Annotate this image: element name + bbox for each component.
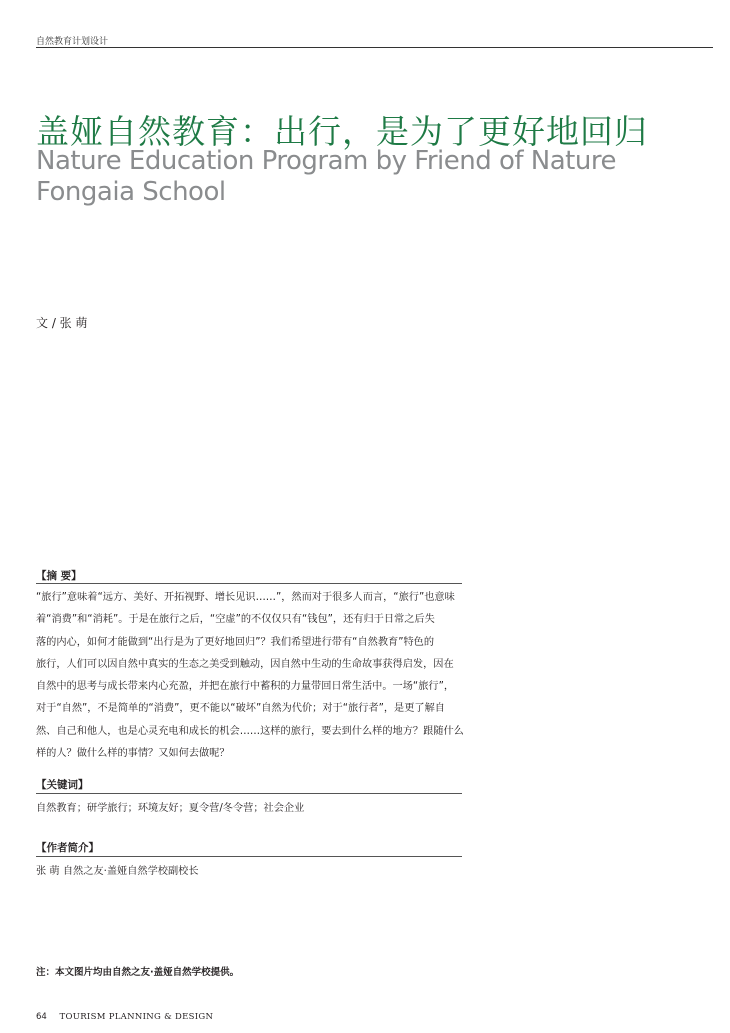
- abstract-line: 样的人？做什么样的事情？又如何去做呢？: [36, 748, 230, 760]
- author-byline: 文 / 张 萌: [36, 316, 88, 330]
- article-title-english: Nature Education Program by Friend of Nature Fongaia School: [36, 146, 616, 207]
- author-bio-rule: [36, 856, 462, 857]
- page-footer: [36, 1012, 213, 1022]
- header-rule: [36, 47, 713, 48]
- abstract-line: 落的内心，如何才能做到“出行是为了更好地回归”？我们希望进行带有“自然教育”特色的: [36, 636, 435, 648]
- photo-credit-note: 注：本文图片均由自然之友·盖娅自然学校提供。: [36, 967, 240, 978]
- abstract-line: 对于“自然”，不是简单的“消费”，更不能以“破坏”自然为代价；对于“旅行者”，是更了解自: [36, 703, 445, 715]
- author-bio-heading: 【作者简介】: [36, 842, 99, 854]
- journal-name: TOURISM PLANNING & DESIGN: [59, 1012, 214, 1022]
- keywords-rule: [36, 793, 462, 794]
- keywords-heading: 【关键词】: [36, 779, 89, 791]
- author-bio-text: 张 萌 自然之友·盖娅自然学校副校长: [36, 866, 199, 877]
- abstract-heading: 【摘 要】: [36, 570, 82, 582]
- abstract-rule: [36, 583, 462, 584]
- abstract-line: “旅行”意味着“远方、美好、开拓视野、增长见识……”，然而对于很多人而言，“旅行”也意味: [36, 592, 455, 603]
- abstract-line: 然、自己和他人，也是心灵充电和成长的机会……这样的旅行，要去到什么样的地方？跟随什么: [36, 725, 464, 737]
- page-number: 64: [36, 1012, 47, 1022]
- abstract-line: 自然中的思考与成长带来内心充盈，并把在旅行中蓄积的力量带回日常生活中。一场“旅行”，: [36, 681, 455, 693]
- keywords-text: 自然教育；研学旅行；环境友好；夏令营/冬令营；社会企业: [36, 803, 305, 814]
- abstract-body: [36, 587, 462, 765]
- article-title-chinese: 盖娅自然教育：出行，是为了更好地回归: [36, 112, 648, 151]
- running-header: 自然教育计划设计: [36, 37, 109, 47]
- abstract-line: 旅行，人们可以因自然中真实的生态之美受到触动，因自然中生动的生命故事获得启发，因在: [36, 658, 454, 670]
- abstract-line: 着“消费”和“消耗”。于是在旅行之后，“空虚”的不仅仅只有“钱包”，还有归于日常之后失: [36, 614, 435, 626]
